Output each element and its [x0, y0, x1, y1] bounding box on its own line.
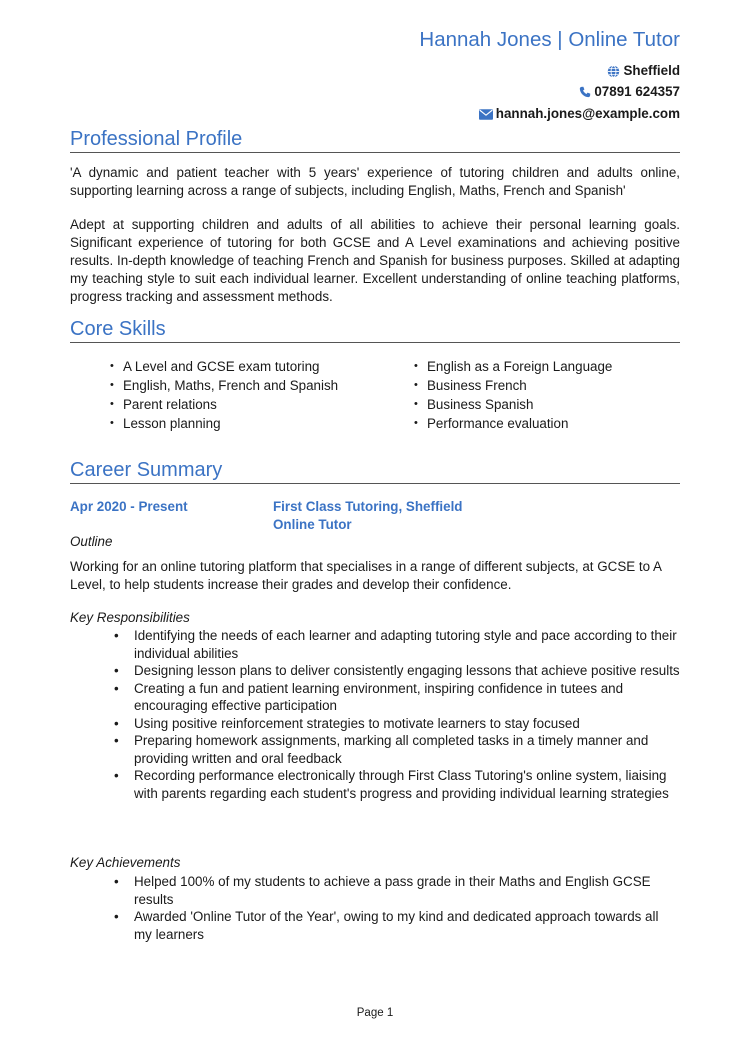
section-title-skills: Core Skills: [70, 317, 680, 343]
skills-column-right: [414, 357, 612, 433]
list-item: • Helped 100% of my students to achieve a pass grade in their Maths and English GCSE results: [134, 873, 680, 908]
profile-quote: 'A dynamic and patient teacher with 5 years' experience of tutoring children and adults online, supporting learning across a range of subjects, including English, Maths, French and Spanish': [70, 165, 680, 198]
list-item: • Creating a fun and patient learning environment, inspiring confidence in tutees and encouraging effective participation: [134, 680, 680, 715]
achievements-label: Key Achievements: [70, 855, 181, 870]
outline-label: Outline: [70, 534, 113, 549]
responsibilities-label: Key Responsibilities: [70, 610, 190, 625]
list-item: • Identifying the needs of each learner and adapting tutoring style and pace according to their individual abilities: [134, 627, 680, 662]
phone-text: 07891 624357: [594, 84, 680, 99]
skill-item: • A Level and GCSE exam tutoring: [110, 357, 338, 376]
list-item: • Recording performance electronically through First Class Tutoring's online system, liaising with parents regarding each student's progress and providing individual learning strategies: [134, 767, 680, 802]
job-date: Apr 2020 - Present: [70, 499, 188, 514]
list-item: • Designing lesson plans to deliver consistently engaging lessons that achieve positive results: [134, 662, 680, 680]
skill-item: • Parent relations: [110, 395, 338, 414]
list-item: • Awarded 'Online Tutor of the Year', owing to my kind and dedicated approach towards all my learners: [134, 908, 680, 943]
contact-email: [479, 106, 680, 122]
list-item: • Preparing homework assignments, marking all completed tasks in a timely manner and providing written and oral feedback: [134, 732, 680, 767]
job-employer: First Class Tutoring, Sheffield: [273, 499, 463, 514]
skill-item: • Performance evaluation: [414, 414, 612, 433]
skill-item: • Business Spanish: [414, 395, 612, 414]
envelope-icon: [479, 109, 493, 120]
achievements-list: [134, 873, 680, 943]
contact-location: [607, 63, 680, 79]
skill-item: • Business French: [414, 376, 612, 395]
skill-item: • English as a Foreign Language: [414, 357, 612, 376]
skill-item: • Lesson planning: [110, 414, 338, 433]
section-title-career: Career Summary: [70, 458, 680, 484]
location-text: Sheffield: [623, 63, 680, 78]
skill-item: • English, Maths, French and Spanish: [110, 376, 338, 395]
contact-phone: [579, 84, 680, 100]
page-number: Page 1: [356, 1007, 394, 1019]
globe-icon: [607, 65, 620, 78]
email-text: hannah.jones@example.com: [495, 106, 680, 121]
profile-body: Adept at supporting children and adults of all abilities to achieve their personal learning goals. Significant experience of tutoring for both GCSE and A Level examinations and achieving positive results. In-depth knowledge of teaching French and Spanish for business purposes. Skilled at adapting my teaching style to suit each individual learner. Excellent understanding of online teaching platforms, progress tracking and assessment methods.: [70, 217, 680, 304]
job-role: Online Tutor: [273, 517, 352, 532]
skills-column-left: [110, 357, 338, 433]
responsibilities-list: [134, 627, 680, 802]
section-title-profile: Professional Profile: [70, 127, 680, 153]
cv-name-title: Hannah Jones | Online Tutor: [419, 28, 680, 51]
phone-icon: [579, 86, 591, 98]
list-item: • Using positive reinforcement strategies to motivate learners to stay focused: [134, 715, 680, 733]
job-outline: Working for an online tutoring platform that specialises in a range of different subjects, at GCSE to A Level, to help students increase their grades and develop their confidence.: [70, 559, 662, 592]
